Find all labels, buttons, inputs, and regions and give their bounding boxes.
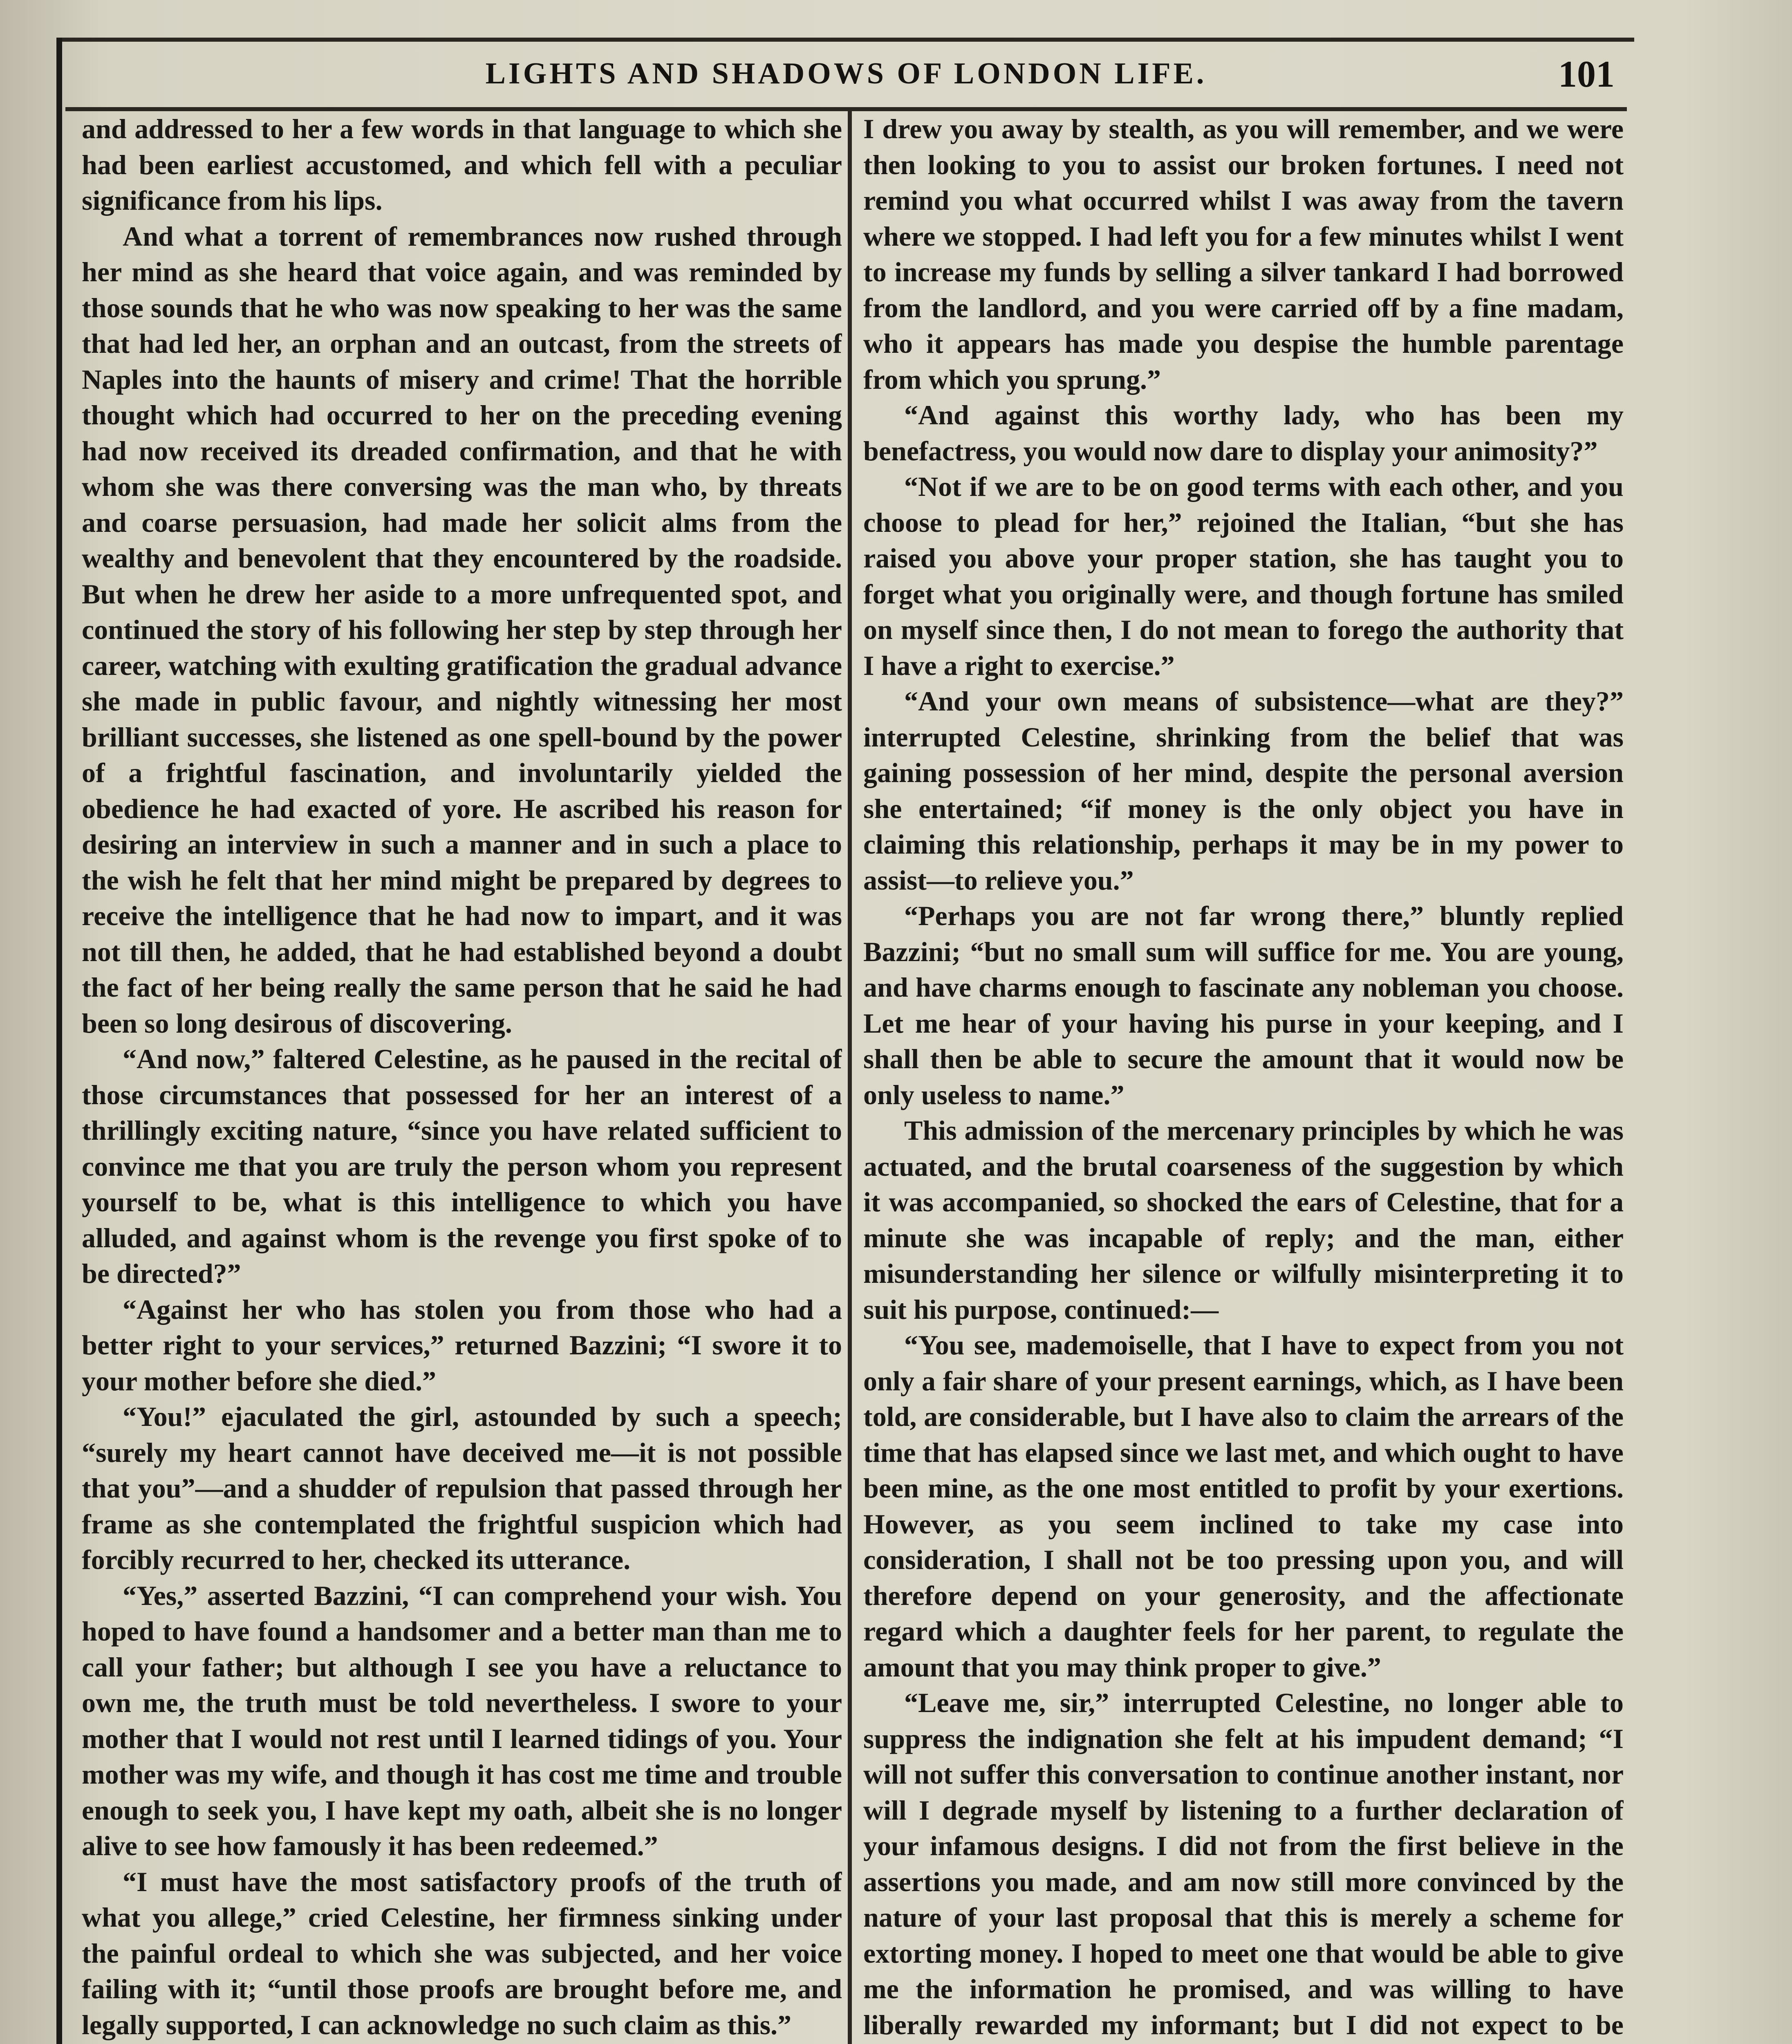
- paragraph: “I must have the most satisfactory proofs of the truth of what you allege,” cried Celestine, her firmness sinking under the painful ordeal to which she was subjected, and her voice failing with it; “until those proofs are brought before me, and legally supported, I can acknowledge no such claim as this.”: [82, 1866, 842, 2040]
- paragraph: “You see, mademoiselle, that I have to expect from you not only a fair share of your present earnings, which, as I have been told, are considerable, but I have also to claim the arrears of the time that has elapsed since we last met, and which ought to have been mine, as the one most entitled to profit by your exertions. However, as you seem inclined to take my case into consideration, I shall not be too pressing upon you, and will therefore depend on your generosity, and the affectionate regard which a daughter feels for her parent, to regulate the amount that you may think proper to give.”: [863, 1329, 1624, 1683]
- paragraph: and addressed to her a few words in that language to which she had been earliest accustomed, and which fell with a peculiar significance from his lips.: [82, 113, 842, 216]
- column-divider: [848, 111, 852, 2044]
- page-number: 101: [1558, 53, 1615, 95]
- header-rule: [65, 107, 1627, 111]
- top-border-rule: [56, 38, 1634, 42]
- paragraph: “Not if we are to be on good terms with each other, and you choose to plead for her,” rejoined the Italian, “but she has raised you above your proper station, she has taught you to forget what you originally were, and though fortune has smiled on myself since then, I do not mean to forego the authority that I have a right to exercise.”: [863, 471, 1624, 681]
- left-border-rule: [56, 38, 62, 2044]
- paragraph: “Against her who has stolen you from those who had a better right to your services,” returned Bazzini; “I swore it to your mother before she died.”: [82, 1293, 842, 1396]
- paragraph: This admission of the mercenary principles by which he was actuated, and the brutal coarseness of the suggestion by which it was accompanied, so shocked the ears of Celestine, that for a minute she was incapable of reply; and the man, either misunderstanding her silence or wilfully misinterpreting it to suit his purpose, continued:—: [863, 1115, 1624, 1325]
- paragraph: “And against this worthy lady, who has been my benefactress, you would now dare to display your animosity?”: [863, 399, 1624, 466]
- paragraph: “Perhaps you are not far wrong there,” bluntly replied Bazzini; “but no small sum will suffice for me. You are young, and have charms enough to fascinate any nobleman you choose. Let me hear of your having his purse in your keeping, and I shall then be able to secure the amount that it would now be only useless to name.”: [863, 900, 1624, 1110]
- right-column: [863, 111, 1624, 2044]
- running-head: [65, 52, 1627, 105]
- paragraph: “You!” ejaculated the girl, astounded by such a speech; “surely my heart cannot have deceived me—it is not possible that you”—and a shudder of repulsion that passed through her frame as she contemplated the frightful suspicion which had forcibly recurred to her, checked its utterance.: [82, 1401, 842, 1575]
- paragraph: “Yes,” asserted Bazzini, “I can comprehend your wish. You hoped to have found a handsomer and a better man than me to call your father; but although I see you have a reluctance to own me, the truth must be told nevertheless. I swore to your mother that I would not rest until I learned tidings of you. Your mother was my wife, and though it has cost me time and trouble enough to seek you, I have kept my oath, albeit she is no longer alive to see how famously it has been redeemed.”: [82, 1580, 842, 1861]
- left-column: [82, 111, 842, 2044]
- paragraph: I drew you away by stealth, as you will remember, and we were then looking to you to assist our broken fortunes. I need not remind you what occurred whilst I was away from the tavern where we stopped. I had left you for a few minutes whilst I went to increase my funds by selling a silver tankard I had borrowed from the landlord, and you were carried off by a fine madam, who it appears has made you despise the humble parentage from which you sprung.”: [863, 113, 1624, 395]
- running-title: LIGHTS AND SHADOWS OF LONDON LIFE.: [485, 57, 1207, 90]
- paragraph: And what a torrent of remembrances now rushed through her mind as she heard that voice again, and was reminded by those sounds that he who was now speaking to her was the same that had led her, an orphan and an outcast, from the streets of Naples into the haunts of misery and crime! That the horrible thought which had occurred to her on the preceding evening had now received its dreaded confirmation, and that he with whom she was there conversing was the man who, by threats and coarse persuasion, had made her solicit alms from the wealthy and benevolent that they encountered by the roadside. But when he drew her aside to a more unfrequented spot, and continued the story of his following her step by step through her career, watching with exulting gratification the gradual advance she made in public favour, and nightly witnessing her most brilliant successes, she listened as one spell-bound by the power of a frightful fascination, and involuntarily yielded the obedience he had exacted of yore. He ascribed his reason for desiring an interview in such a manner and in such a place to the wish he felt that her mind might be prepared by degrees to receive the intelligence that he had now to impart, and it was not till then, he added, that he had established beyond a doubt the fact of her being really the same person that he said he had been so long desirous of discovering.: [82, 220, 842, 1039]
- paragraph: “And now,” faltered Celestine, as he paused in the recital of those circumstances that possessed for her an interest of a thrillingly exciting nature, “since you have related sufficient to convince me that you are truly the person whom you represent yourself to be, what is this intelligence to which you have alluded, and against whom is the revenge you first spoke of to be directed?”: [82, 1043, 842, 1289]
- paragraph: “Leave me, sir,” interrupted Celestine, no longer able to suppress the indignation she felt at his impudent demand; “I will not suffer this conversation to continue another instant, nor will I degrade myself by listening to a further declaration of your infamous designs. I did not from the first believe in the assertions you made, and am now still more convinced by the nature of your last proposal that this is merely a scheme for extorting money. I hoped to meet one that would be able to give me the information he promised, and was willing to have liberally rewarded my informant; but I did not expect to be: [863, 1687, 1624, 2040]
- paragraph: “And your own means of subsistence—what are they?” interrupted Celestine, shrinking from the belief that was gaining possession of her mind, despite the personal aversion she entertained; “if money is the only object you have in claiming this relationship, perhaps it may be in my power to assist—to relieve you.”: [863, 686, 1624, 896]
